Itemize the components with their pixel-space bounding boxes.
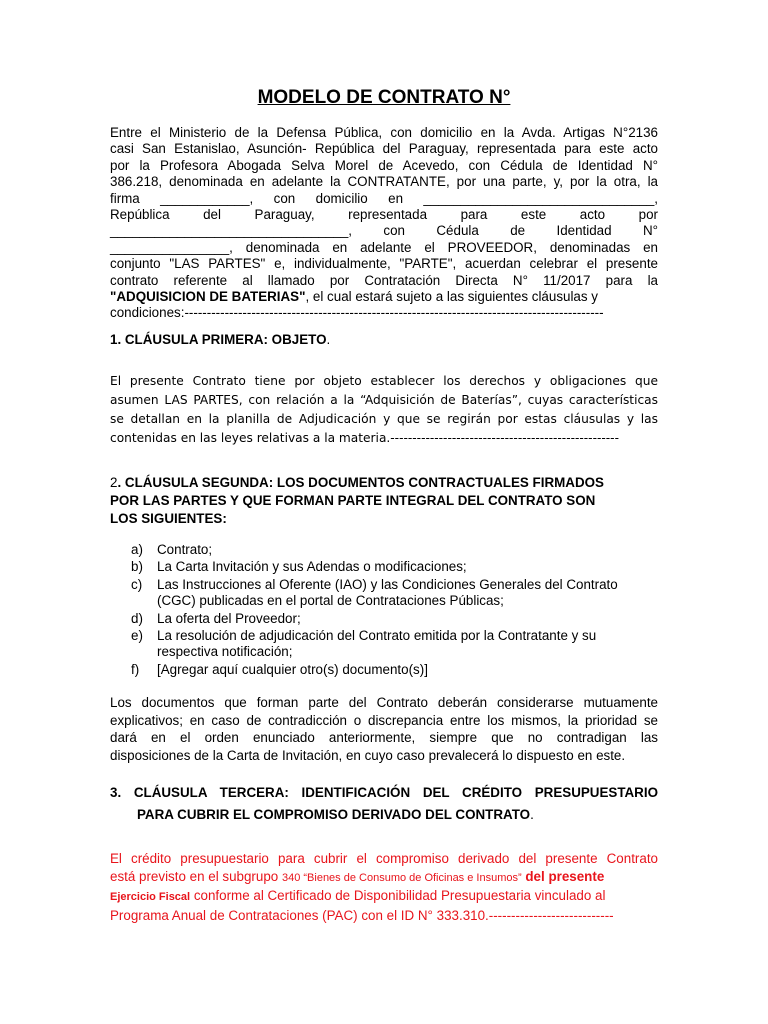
budget-paragraph: El crédito presupuestario para cubrir el compromiso derivado del presente Contrato está previsto en el subgrupo 340 “Bienes de Consumo de Oficinas e Insumos” del presente Ejercicio Fiscal conforme al Certificado de Disponibilidad Presupuestaria vinculado al Programa Anual de Contrataciones (PAC) con el ID N° 333.310.---------------------------- (110, 851, 658, 923)
intro-line: Entre el Ministerio de la Defensa Pública, con domicilio en la Avda. Artigas N°2136 (110, 125, 658, 140)
clause-1-body (110, 372, 658, 448)
intro-line: firma ____________, con domicilio en _______________________________, (110, 190, 658, 206)
intro-line: ________________, denominada en adelante el PROVEEDOR, denominadas en (110, 239, 658, 255)
document-title: MODELO DE CONTRATO N° (257, 87, 511, 108)
intro-line: ________________________________, con Cédula de Identidad N° (110, 223, 658, 239)
list-item: a) Contrato; (131, 542, 213, 557)
documents-list (110, 542, 658, 678)
list-item: c) Las Instrucciones al Oferente (IAO) y las Condiciones Generales del Contrato (CGC) publicadas en el portal de Contrataciones Públicas; (131, 576, 618, 609)
intro-line: República del Paraguay, representada para este acto por (110, 207, 658, 223)
intro-paragraph (110, 125, 658, 322)
clause-2-heading: 2. CLÁUSULA SEGUNDA: LOS DOCUMENTOS CONTRACTUALES FIRMADOS POR LAS PARTES Y QUE FORMAN PARTE INTEGRAL DEL CONTRATO SON LOS SIGUIENTES: (110, 475, 604, 526)
intro-line: contrato referente al llamado por Contratación Directa N° 11/2017 para la (110, 272, 658, 288)
intro-line: casi San Estanislao, Asunción- República del Paraguay, representada para este acto (110, 141, 658, 157)
intro-line: condiciones:---------------------------------------------------------------------------------------------- (110, 305, 604, 321)
clause-1-heading: 1. CLÁUSULA PRIMERA: OBJETO. (110, 332, 331, 347)
documents-paragraph: Los documentos que forman parte del Contrato deberán considerarse mutuamente explicativos; en caso de contradicción o discrepancia entre los mismos, la prioridad se dará en el orden enunciado anteriormente, siempre que no contradigan las disposiciones de la Carta de Invitación, en cuyo caso prevalecerá lo dispuesto en este. (110, 695, 658, 763)
intro-line: conjunto "LAS PARTES" e, individualmente, "PARTE", acuerdan celebrar el presente (110, 256, 658, 272)
list-item: d) La oferta del Proveedor; (131, 610, 301, 626)
clause-1-line: El presente Contrato tiene por objeto establecer los derechos y obligaciones que (110, 374, 658, 388)
clause-3-heading: 3. CLÁUSULA TERCERA: IDENTIFICACIÓN DEL CRÉDITO PRESUPUESTARIO PARA CUBRIR EL COMPROMISO DERIVADO DEL CONTRATO. (110, 785, 658, 822)
intro-line: 386.218, denominada en adelante la CONTRATANTE, por una parte, y, por la otra, la (110, 174, 658, 190)
clause-1-line: asumen LAS PARTES, con relación a la “Adquisición de Baterías”, cuyas características (110, 393, 658, 407)
list-item: e) La resolución de adjudicación del Contrato emitida por la Contratante y su respectiva notificación; (131, 628, 597, 660)
list-item: b) La Carta Invitación y sus Adendas o modificaciones; (131, 559, 467, 575)
adquisicion-title: "ADQUISICION DE BATERIAS" (110, 289, 306, 305)
clause-1-line: contenidas en las leyes relativas a la materia.---------------------------------------------------- (110, 431, 619, 445)
clause-1-line: se detallan en la planilla de Adjudicación y que se regirán por estas cláusulas y las (110, 412, 658, 426)
intro-line-adquisicion: "ADQUISICION DE BATERIAS", el cual estará sujeto a las siguientes cláusulas y (110, 289, 598, 305)
list-item: f) [Agregar aquí cualquier otro(s) documento(s)] (131, 661, 428, 677)
intro-line: por la Profesora Abogada Selva Morel de Acevedo, con Cédula de Identidad N° (110, 157, 658, 173)
